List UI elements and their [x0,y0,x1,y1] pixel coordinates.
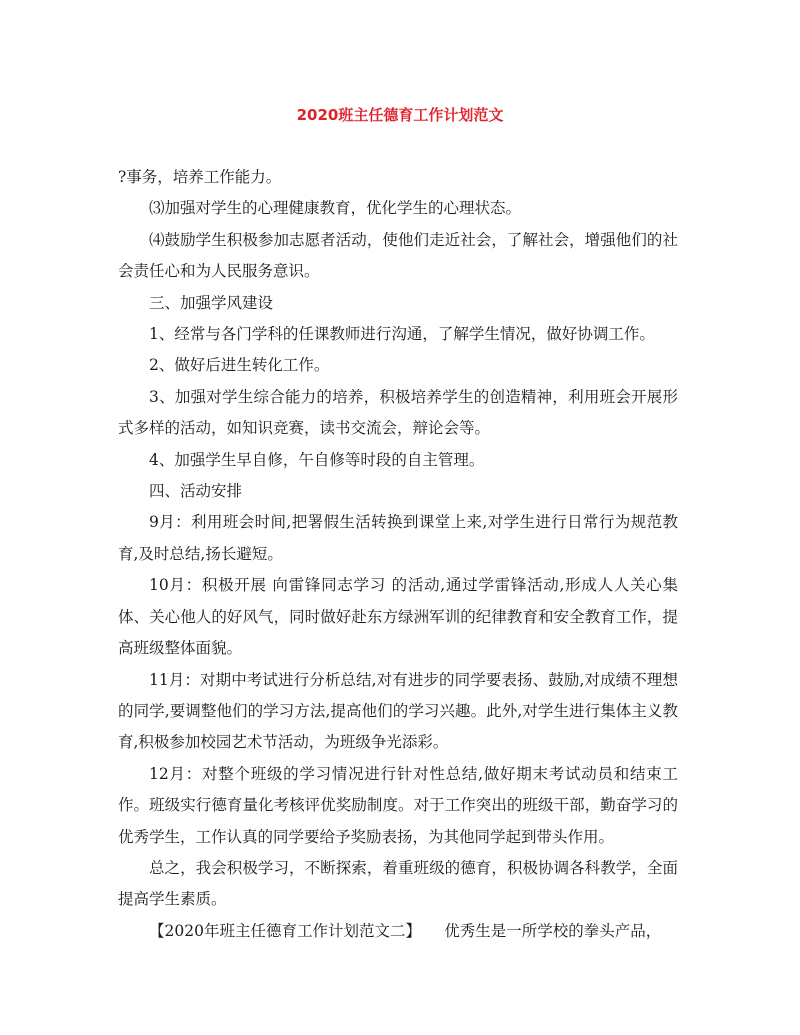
document-title: 2020班主任德育工作计划范文 [296,106,504,124]
paragraph: 总之，我会积极学习，不断探索，着重班级的德育，积极协调各科教学，全面提高学生素质。 [118,858,678,909]
section-heading: 四、活动安排 [149,482,243,501]
paragraph: ⑶加强对学生的心理健康教育，优化学生的心理状态。 [149,199,522,218]
paragraph: 4、加强学生早自修，午自修等时段的自主管理。 [149,450,485,469]
paragraph: ?事务，培养工作能力。 [118,168,282,186]
paragraph: 10月：积极开展 向雷锋同志学习 的活动,通过学雷锋活动,形成人人关心集体、关心他人的好风气，同时做好赴东方绿洲军训的纪律教育和安全教育工作，提高班级整体面貌。 [118,576,678,658]
paragraph: 9月：利用班会时间,把署假生活转换到课堂上来,对学生进行日常行为规范教育,及时总结,扬长避短。 [118,513,678,563]
section-heading: 三、加强学风建设 [149,293,274,312]
paragraph: 3、加强对学生综合能力的培养，积极培养学生的创造精神，利用班会开展形式多样的活动，如知识竞赛，读书交流会，辩论会等。 [118,387,678,438]
paragraph: 1、经常与各门学科的任课教师进行沟通，了解学生情况，做好协调工作。 [149,325,655,344]
paragraph: 【2020年班主任德育工作计划范文二】 优秀生是一所学校的拳头产品， [149,921,662,940]
paragraph: 11月：对期中考试进行分析总结,对有进步的同学要表扬、鼓励,对成绩不理想的同学,要调整他们的学习方法,提高他们的学习兴趣。此外,对学生进行集体主义教育,积极参加校园艺术节活动，为班级争光添彩。 [118,670,678,752]
paragraph: 2、做好后进生转化工作。 [149,356,330,375]
document-body [118,162,678,947]
paragraph: ⑷鼓励学生积极参加志愿者活动，使他们走近社会，了解社会，增强他们的社会责任心和为人民服务意识。 [118,230,678,281]
paragraph: 12月：对整个班级的学习情况进行针对性总结,做好期末考试动员和结束工作。班级实行德育量化考核评优奖励制度。对于工作突出的班级干部，勤奋学习的优秀学生，工作认真的同学要给予奖励表扬，为其他同学起到带头作用。 [118,764,678,846]
